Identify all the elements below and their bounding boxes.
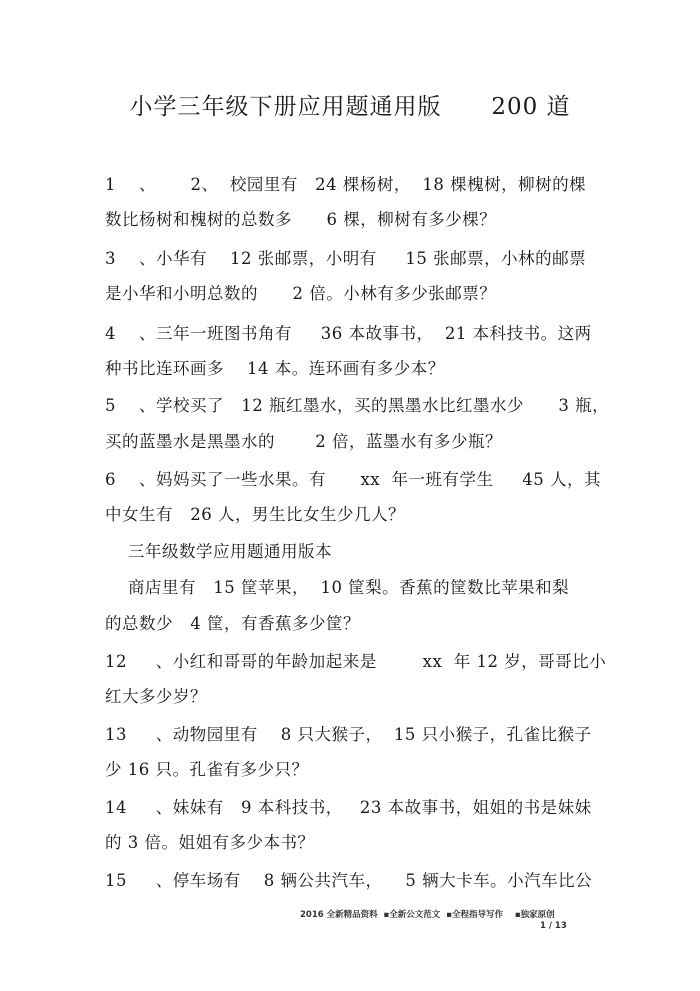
text-line: 买的蓝墨水是黑墨水的 2 倍，蓝墨水有多少瓶？	[105, 432, 502, 451]
text-line: 12 、小红和哥哥的年龄加起来是 xx 年 12 岁，哥哥比小	[105, 652, 607, 671]
document-title: 小学三年级下册应用题通用版 200 道	[129, 94, 571, 120]
text-line: 6 、妈妈买了一些水果。有 xx 年一班有学生 45 人，其	[105, 470, 602, 489]
text-line: 1 、 2、 校园里有 24 棵杨树， 18 棵槐树，柳树的棵	[105, 175, 587, 194]
section-heading: 三年级数学应用题通用版本	[105, 542, 332, 561]
text-line: 红大多少岁？	[105, 687, 207, 706]
text-line: 14 、妹妹有 9 本科技书， 23 本故事书，姐姐的书是妹妹	[105, 798, 592, 817]
text-line: 数比杨树和槐树的总数多 6 棵，柳树有多少棵？	[105, 210, 497, 229]
text-line: 5 、学校买了 12 瓶红墨水，买的黑墨水比红墨水少 3 瓶，	[105, 396, 610, 415]
text-line: 3 、小华有 12 张邮票，小明有 15 张邮票，小林的邮票	[105, 249, 587, 268]
text-line: 15 、停车场有 8 辆公共汽车， 5 辆大卡车。小汽车比公	[105, 871, 593, 890]
text-line: 商店里有 15 筐苹果， 10 筐梨。香蕉的筐数比苹果和梨	[105, 578, 570, 597]
text-line: 13 、动物园里有 8 只大猴子， 15 只小猴子，孔雀比猴子	[105, 725, 592, 744]
text-line: 种书比连环画多 14 本。连环画有多少本？	[105, 359, 445, 378]
text-line: 4 、三年一班图书角有 36 本故事书， 21 本科技书。这两	[105, 324, 592, 343]
text-line: 的 3 倍。姐姐有多少本书？	[105, 833, 315, 852]
text-line: 中女生有 26 人，男生比女生少几人？	[105, 505, 405, 524]
footer-links: 2016 全新精品资料 ▪全新公文范文 ▪全程指导写作 ▪独家原创	[300, 910, 555, 920]
page-number: 1 / 13	[540, 921, 567, 931]
text-line: 少 16 只。孔雀有多少只？	[105, 760, 309, 779]
text-line: 是小华和小明总数的 2 倍。小林有多少张邮票？	[105, 284, 497, 303]
text-line: 的总数少 4 筐，有香蕉多少筐？	[105, 614, 360, 633]
